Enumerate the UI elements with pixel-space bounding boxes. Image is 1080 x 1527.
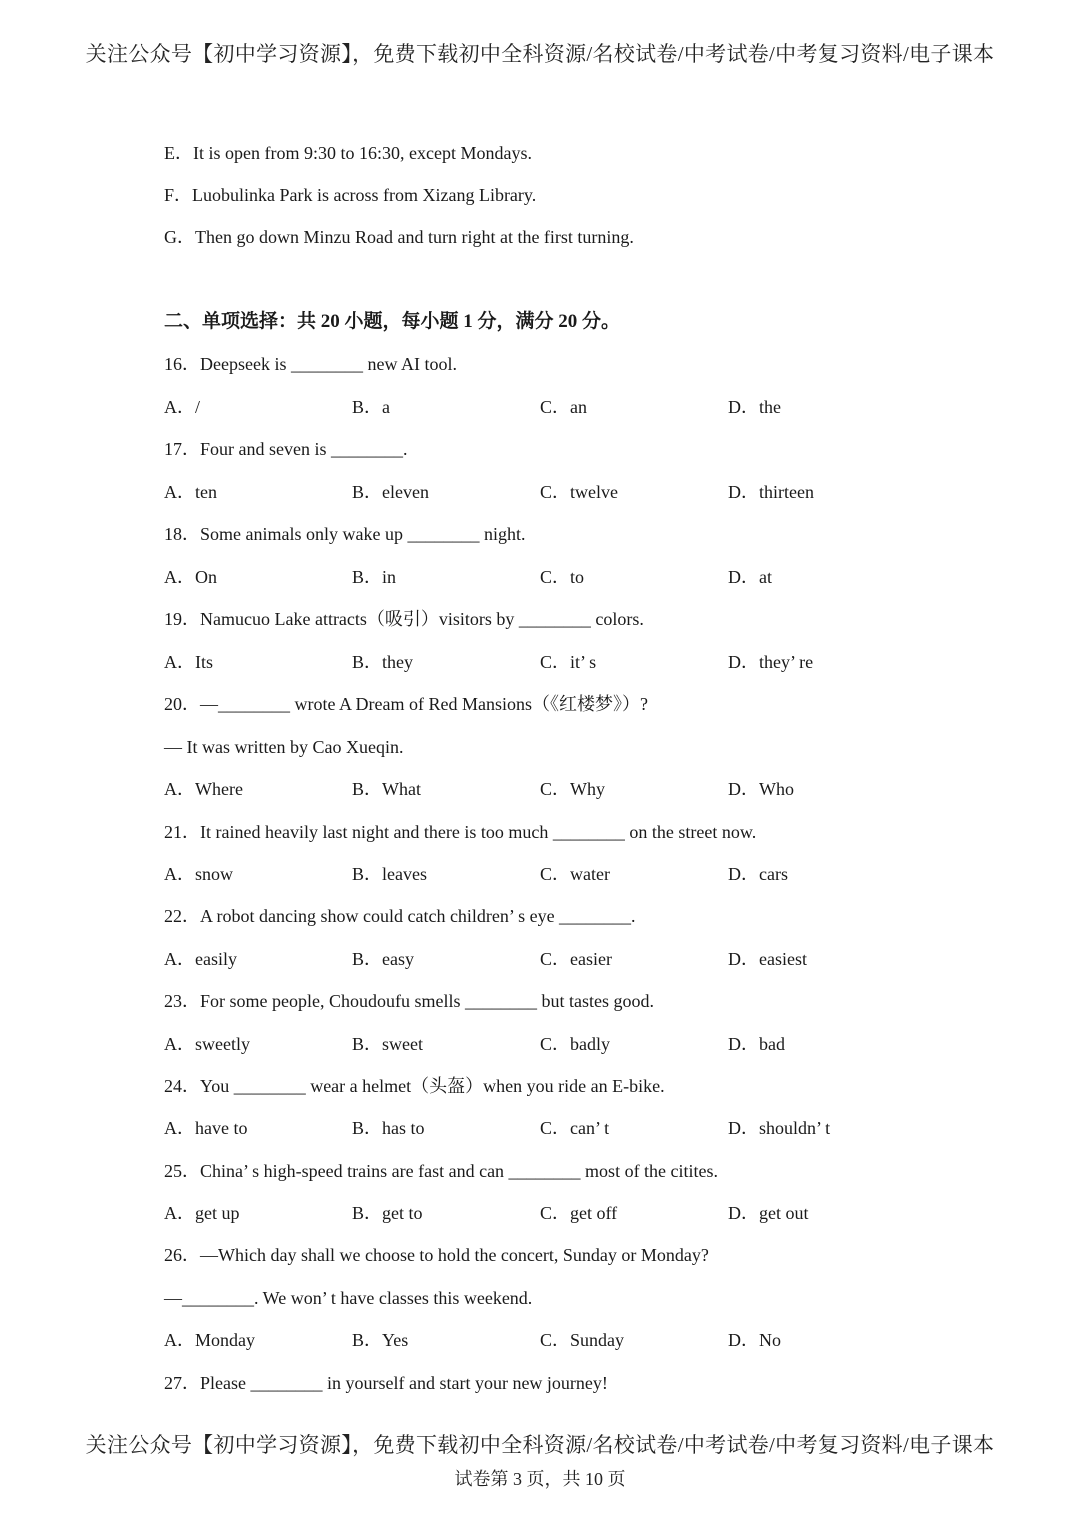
question-26-reply: —________. We won’ t have classes this weekend. xyxy=(164,1288,533,1308)
prev-option-e: E．It is open from 9:30 to 16:30, except Mondays. xyxy=(164,143,532,163)
question-22-stem: 22．A robot dancing show could catch children’ s eye ________. xyxy=(164,906,636,926)
option-b: B．eleven xyxy=(352,482,429,502)
question-22-options xyxy=(164,947,1024,971)
option-c: C．to xyxy=(540,567,585,587)
option-a: A．Its xyxy=(164,652,213,672)
question-20-stem: 20．—________ wrote A Dream of Red Mansions（《红楼梦》）? xyxy=(164,694,648,714)
option-b: B．What xyxy=(352,779,421,799)
option-d: D．thirteen xyxy=(728,482,814,502)
option-b: B．Yes xyxy=(352,1330,409,1350)
section-title: 二、单项选择：共 20 小题，每小题 1 分，满分 20 分。 xyxy=(164,311,621,332)
question-19-options xyxy=(164,650,1024,674)
question-25-options xyxy=(164,1201,1024,1225)
option-a: A．/ xyxy=(164,397,200,417)
option-a: A．Monday xyxy=(164,1330,255,1350)
option-c: C．Sunday xyxy=(540,1330,625,1350)
option-b: B．has to xyxy=(352,1118,425,1138)
option-a: A．have to xyxy=(164,1118,248,1138)
question-18-stem: 18．Some animals only wake up ________ night. xyxy=(164,524,526,544)
option-b: B．in xyxy=(352,567,397,587)
question-21-options xyxy=(164,862,1024,886)
option-b: B．easy xyxy=(352,949,414,969)
question-23-options xyxy=(164,1032,1024,1056)
option-d: D．the xyxy=(728,397,781,417)
question-26-options xyxy=(164,1328,1024,1352)
option-c: C．can’ t xyxy=(540,1118,610,1138)
option-a: A．Where xyxy=(164,779,243,799)
question-17-options xyxy=(164,480,1024,504)
question-17-stem: 17．Four and seven is ________. xyxy=(164,439,408,459)
option-b: B．they xyxy=(352,652,413,672)
question-27-stem: 27．Please ________ in yourself and start your new journey! xyxy=(164,1373,608,1393)
question-20-options xyxy=(164,777,1024,801)
top-banner: 关注公众号【初中学习资源】，免费下载初中全科资源/名校试卷/中考试卷/中考复习资料/电子课本 xyxy=(85,42,995,66)
option-a: A．snow xyxy=(164,864,234,884)
question-20-reply: — It was written by Cao Xueqin. xyxy=(164,737,404,757)
option-c: C．twelve xyxy=(540,482,618,502)
option-d: D．No xyxy=(728,1330,781,1350)
question-24-stem: 24．You ________ wear a helmet（头盔）when you ride an E-bike. xyxy=(164,1076,665,1096)
option-d: D．cars xyxy=(728,864,788,884)
option-d: D．shouldn’ t xyxy=(728,1118,831,1138)
option-c: C．Why xyxy=(540,779,605,799)
question-19-stem: 19．Namucuo Lake attracts（吸引）visitors by ________ colors. xyxy=(164,609,644,629)
question-26-stem: 26．—Which day shall we choose to hold the concert, Sunday or Monday? xyxy=(164,1245,709,1265)
option-c: C．easier xyxy=(540,949,612,969)
option-b: B．sweet xyxy=(352,1034,423,1054)
option-a: A．ten xyxy=(164,482,217,502)
question-16-stem: 16．Deepseek is ________ new AI tool. xyxy=(164,354,457,374)
option-b: B．get to xyxy=(352,1203,423,1223)
option-d: D．easiest xyxy=(728,949,807,969)
page-footer: 试卷第 3 页，共 10 页 xyxy=(454,1469,626,1489)
prev-option-g: G．Then go down Minzu Road and turn right at the first turning. xyxy=(164,227,634,247)
option-c: C．get off xyxy=(540,1203,618,1223)
option-a: A．get up xyxy=(164,1203,240,1223)
question-18-options xyxy=(164,565,1024,589)
option-a: A．On xyxy=(164,567,217,587)
option-d: D．at xyxy=(728,567,772,587)
question-25-stem: 25．China’ s high-speed trains are fast and can ________ most of the citites. xyxy=(164,1161,719,1181)
option-a: A．sweetly xyxy=(164,1034,250,1054)
option-c: C．badly xyxy=(540,1034,610,1054)
option-c: C．it’ s xyxy=(540,652,597,672)
option-c: C．an xyxy=(540,397,587,417)
question-16-options xyxy=(164,395,1024,419)
option-d: D．bad xyxy=(728,1034,785,1054)
option-a: A．easily xyxy=(164,949,237,969)
question-21-stem: 21．It rained heavily last night and there is too much ________ on the street now. xyxy=(164,822,757,842)
question-23-stem: 23．For some people, Choudoufu smells ________ but tastes good. xyxy=(164,991,654,1011)
option-d: D．Who xyxy=(728,779,794,799)
option-b: B．leaves xyxy=(352,864,427,884)
option-d: D．they’ re xyxy=(728,652,814,672)
prev-option-f: F．Luobulinka Park is across from Xizang Library. xyxy=(164,185,537,205)
option-c: C．water xyxy=(540,864,610,884)
question-24-options xyxy=(164,1116,1024,1140)
option-b: B．a xyxy=(352,397,390,417)
option-d: D．get out xyxy=(728,1203,809,1223)
bottom-banner: 关注公众号【初中学习资源】，免费下载初中全科资源/名校试卷/中考试卷/中考复习资料/电子课本 xyxy=(85,1433,995,1457)
